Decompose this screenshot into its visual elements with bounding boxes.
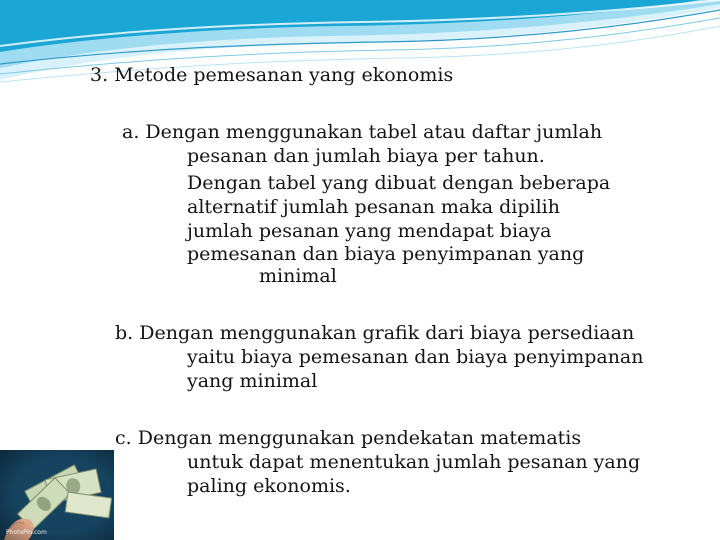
- item-a-line-2: pesanan dan jumlah biaya per tahun.: [187, 145, 545, 167]
- slide-heading: 3. Metode pemesanan yang ekonomis: [90, 64, 454, 86]
- item-a-line-5: jumlah pesanan yang mendapat biaya: [187, 220, 552, 242]
- item-a-line-3: Dengan tabel yang dibuat dengan beberapa: [187, 172, 611, 194]
- item-a-line-7: minimal: [259, 265, 337, 287]
- item-a-line-6: pemesanan dan biaya penyimpanan yang: [187, 243, 585, 265]
- item-c-line-3: paling ekonomis.: [187, 475, 351, 497]
- item-a-line-1: a. Dengan menggunakan tabel atau daftar jumlah: [122, 121, 603, 143]
- money-cash-icon: [0, 450, 114, 540]
- item-a-line-4: alternatif jumlah pesanan maka dipilih: [187, 196, 560, 218]
- photo-credit: PhotoPin.com: [6, 529, 47, 536]
- money-photo: [0, 450, 114, 540]
- item-b-line-1: b. Dengan menggunakan grafik dari biaya persediaan: [115, 322, 635, 344]
- item-c-line-2: untuk dapat menentukan jumlah pesanan yang: [187, 451, 641, 473]
- item-b-line-3: yang minimal: [187, 370, 318, 392]
- item-b-line-2: yaitu biaya pemesanan dan biaya penyimpanan: [187, 346, 644, 368]
- item-c-line-1: c. Dengan menggunakan pendekatan matematis: [115, 427, 582, 449]
